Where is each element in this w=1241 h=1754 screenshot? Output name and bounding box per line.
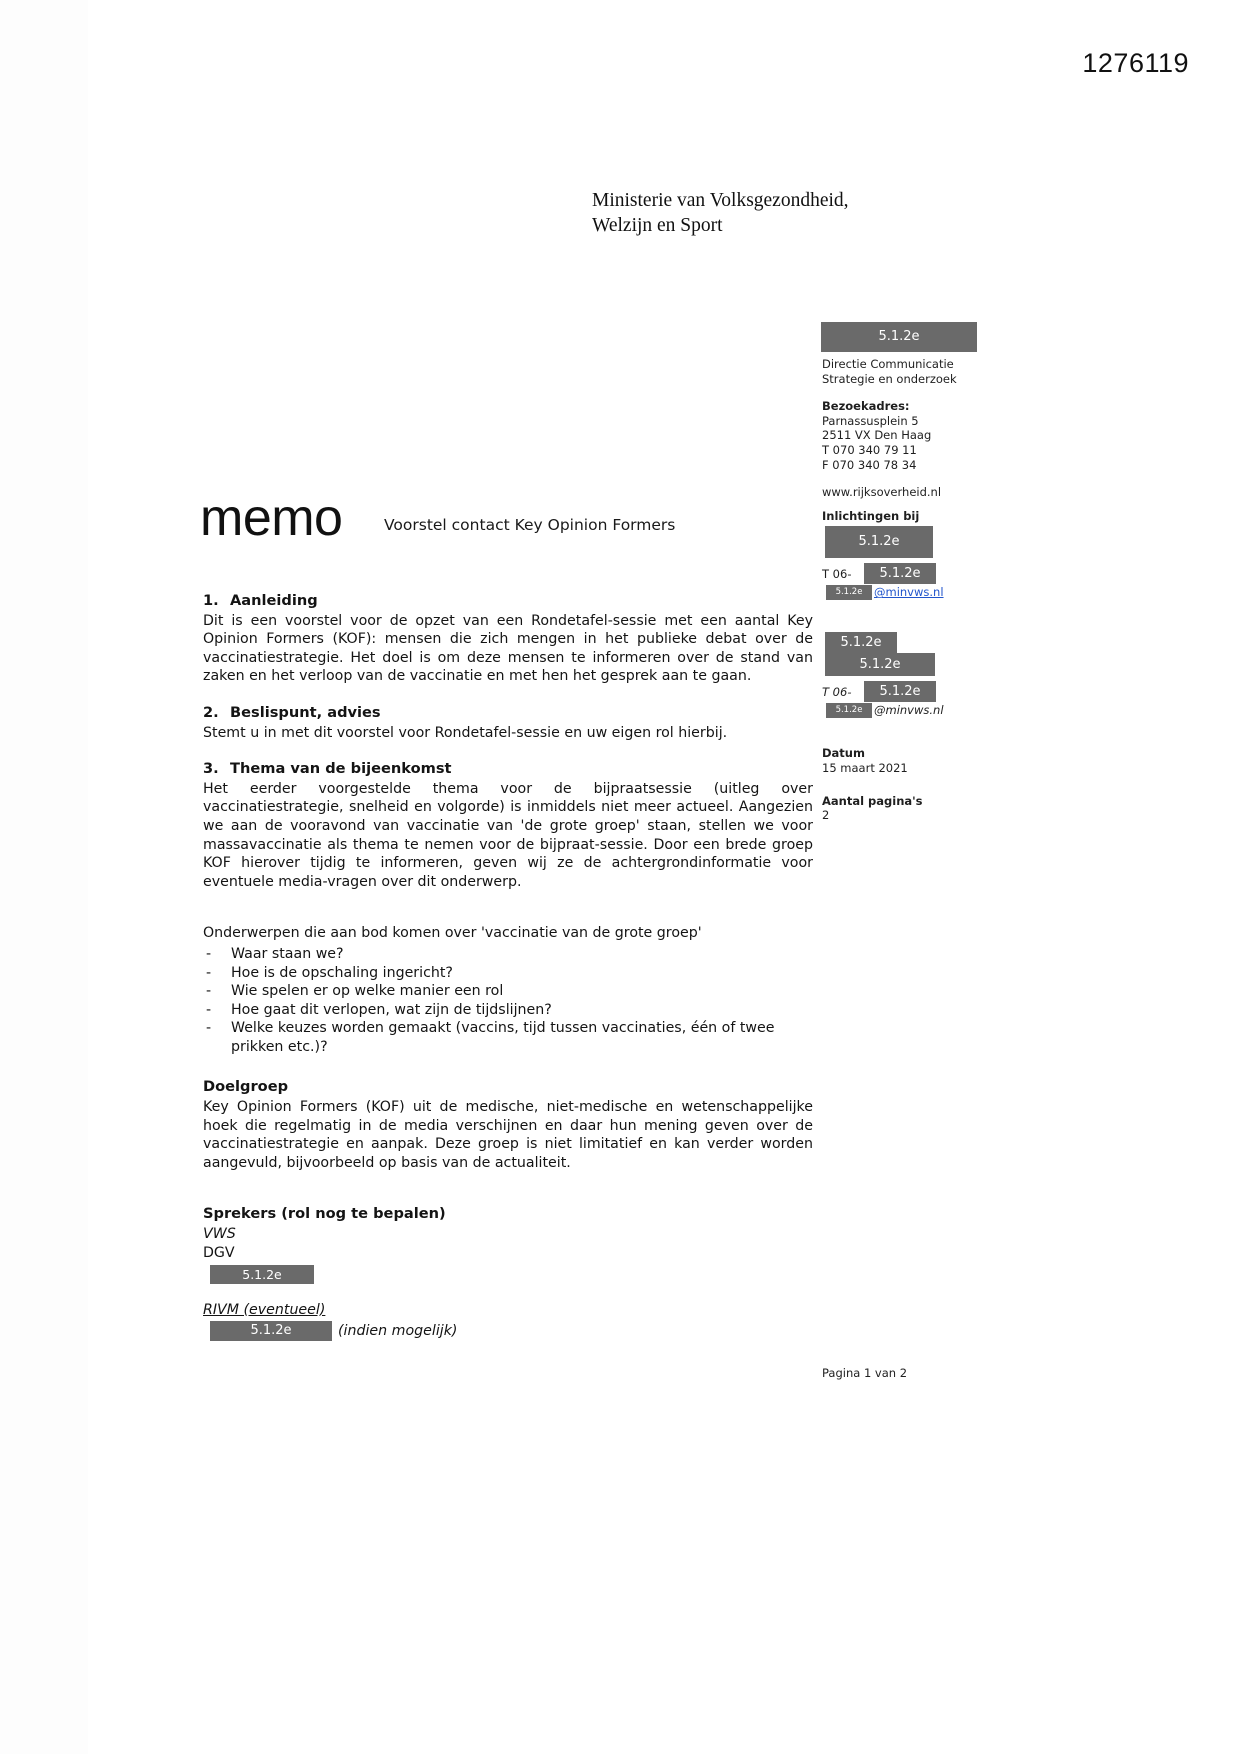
- list-item: - Hoe gaat dit verlopen, wat zijn de tijdslijnen?: [203, 1001, 813, 1020]
- redaction-box-contact1-email: 5.1.2e: [826, 585, 872, 600]
- redaction-box-contact2-name-2: 5.1.2e: [825, 653, 935, 676]
- contact2-email-domain: @minvws.nl: [874, 703, 944, 718]
- speaker-vws: VWS: [203, 1226, 236, 1243]
- contact1-email-domain[interactable]: @minvws.nl: [874, 585, 944, 600]
- spacer: [203, 1285, 813, 1301]
- contact2-phone-row: [822, 681, 1022, 703]
- spacer: [203, 1190, 813, 1205]
- visiting-address-label: Bezoekadres:: [822, 399, 910, 414]
- ministry-line-1: Ministerie van Volksgezondheid,: [592, 190, 849, 211]
- section-number-1: 1.: [203, 592, 219, 609]
- ministry-header: [592, 188, 849, 238]
- spacer: [203, 1056, 813, 1078]
- section-title-3: Thema van de bijeenkomst: [230, 760, 452, 778]
- rivm-note: (indien mogelijk): [338, 1323, 458, 1340]
- fax-number: F 070 340 78 34: [822, 457, 917, 472]
- section-number-2: 2.: [203, 703, 219, 721]
- list-item: - Welke keuzes worden gemaakt (vaccins, tijd tussen vaccinaties, één of twee prikken etc.)?: [203, 1019, 813, 1056]
- redaction-box-contact2-phone: 5.1.2e: [864, 681, 936, 702]
- redaction-box-department: 5.1.2e: [821, 322, 977, 352]
- redaction-box-contact2-name-1: 5.1.2e: [825, 632, 897, 654]
- contact-sidebar: [822, 322, 1022, 823]
- redaction-box-contact1-name: 5.1.2e: [825, 526, 933, 558]
- page-left-margin: [0, 0, 88, 1754]
- website-url[interactable]: www.rijksoverheid.nl: [822, 485, 942, 500]
- speaker-dgv: DGV: [203, 1244, 235, 1261]
- document-number: 1276119: [1082, 48, 1189, 78]
- date-block: [822, 746, 1022, 775]
- spacer: [822, 472, 1022, 485]
- spacer: [822, 500, 1022, 509]
- spacer: [203, 909, 813, 924]
- section-text-2: Stemt u in met dit voorstel voor Rondetafel-sessie en uw eigen rol hierbij.: [203, 724, 728, 741]
- page-count-value: 2: [822, 808, 830, 823]
- address-line-1: Parnassusplein 5: [822, 413, 919, 428]
- section-title-1: Aanleiding: [230, 592, 318, 609]
- redaction-box-rivm-name: 5.1.2e: [210, 1321, 332, 1341]
- page-footer: Pagina 1 van 2: [822, 1366, 908, 1380]
- rivm-row: [203, 1321, 813, 1343]
- phone-number: T 070 340 79 11: [822, 442, 917, 457]
- contact-block-2: [822, 632, 1022, 720]
- contact-block-1: [822, 523, 1022, 602]
- list-item: - Hoe is de opschaling ingericht?: [203, 964, 813, 983]
- memo-body: [203, 592, 813, 1343]
- address-line-2: 2511 VX Den Haag: [822, 428, 932, 443]
- date-value: 15 maart 2021: [822, 760, 908, 775]
- topics-lead-in: Onderwerpen die aan bod komen over 'vaccinatie van de grote groep': [203, 925, 702, 942]
- section-number-3: 3.: [203, 760, 219, 778]
- rivm-label: RIVM (eventueel): [203, 1301, 326, 1318]
- directorate-line-1: Directie Communicatie: [822, 357, 954, 371]
- redaction-box-contact2-email: 5.1.2e: [826, 703, 872, 718]
- contact1-email-row: [822, 585, 1022, 602]
- page-count-block: [822, 794, 1022, 823]
- target-group-text: Key Opinion Formers (KOF) uit de medische, niet-medische en wetenschappelijke hoek die regelmatig in de media verschijnen en daar hun mening geven over de vaccinatiestrategie en aanpak. Deze groep is niet limitatief en kan verder worden aangevuld, bijvoorbeeld op basis van de actualiteit.: [203, 1099, 813, 1171]
- section-text-3: Het eerder voorgestelde thema voor de bijpraatsessie (uitleg over vaccinatiestrategie, snelheid en volgorde) is inmiddels niet meer actueel. Aangezien we aan de vooravond van vaccinatie van 'de grote groep' staan, stellen we voor massavaccinatie als thema te nemen voor de bijpraat-sessie. Door een brede groep KOF hierover tijdig te informeren, geven wij ze de achtergrondinformatie voor eventuele media-vragen over dit onderwerp.: [203, 780, 813, 890]
- date-label: Datum: [822, 746, 865, 761]
- contact1-phone-label: T 06-: [822, 567, 852, 582]
- ministry-line-2: Welzijn en Sport: [592, 215, 723, 236]
- section-title-2: Beslispunt, advies: [230, 703, 381, 721]
- target-group-heading: Doelgroep: [203, 1078, 289, 1096]
- speakers-heading: Sprekers (rol nog te bepalen): [203, 1205, 446, 1223]
- topics-list: [203, 945, 813, 1057]
- redaction-box-speaker-name: 5.1.2e: [210, 1265, 314, 1284]
- section-heading-3: [203, 760, 813, 779]
- redaction-box-contact1-phone: 5.1.2e: [864, 563, 936, 584]
- contact2-email-row: [822, 703, 1022, 720]
- memo-title: memo: [200, 489, 343, 547]
- directorate-line-2: Strategie en onderzoek: [822, 371, 957, 386]
- inquiries-label: Inlichtingen bij: [822, 508, 920, 523]
- memo-subject: Voorstel contact Key Opinion Formers: [384, 516, 676, 534]
- contact2-phone-label: T 06-: [822, 685, 852, 700]
- page-top-margin: [0, 0, 1241, 96]
- section-heading-1: [203, 592, 813, 611]
- section-heading-2: [203, 704, 813, 723]
- spacer: [822, 386, 1022, 399]
- contact1-phone-row: [822, 563, 1022, 585]
- section-text-1: Dit is een voorstel voor de opzet van een Rondetafel-sessie met een aantal Key Opinion Formers (KOF): mensen die zich mengen in het publieke debat over de vaccinatiestrategie. Het doel is om deze mensen te informeren over de stand van zaken en het verloop van de vaccinatie en met hen het gesprek aan te gaan.: [203, 612, 813, 685]
- contact2-name-redactions: [822, 632, 1022, 676]
- list-item: - Wie spelen er op welke manier een rol: [203, 982, 813, 1001]
- list-item: - Waar staan we?: [203, 945, 813, 964]
- page-count-label: Aantal pagina's: [822, 793, 923, 808]
